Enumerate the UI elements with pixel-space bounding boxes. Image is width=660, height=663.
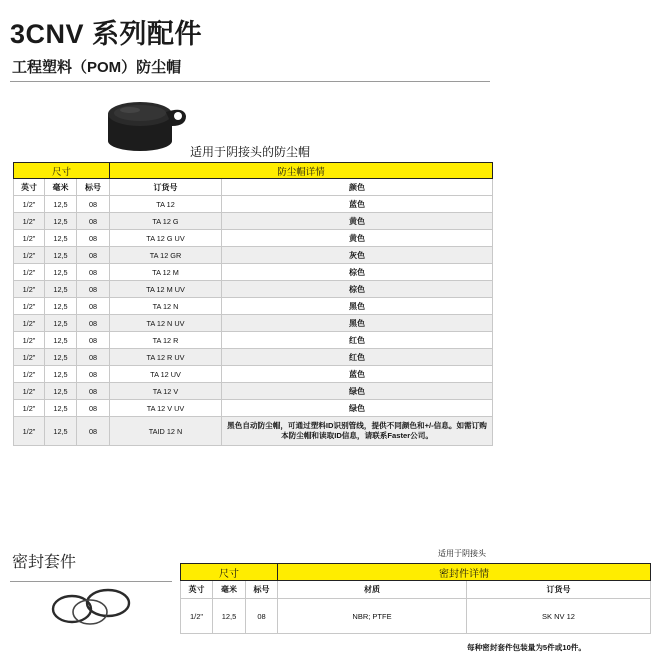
cell-mm: 12,5	[45, 332, 77, 349]
cell-code: 08	[77, 366, 110, 383]
cell-order-number: TA 12 N UV	[110, 315, 222, 332]
cell-inch: 1/2"	[14, 349, 45, 366]
column-header: 订货号	[110, 179, 222, 196]
cell-material: NBR; PTFE	[278, 599, 467, 634]
seal-kit-caption: 适用于阴接头	[438, 549, 486, 558]
cell-order-number: TA 12	[110, 196, 222, 213]
cell-order-number: TA 12 GR	[110, 247, 222, 264]
table-row	[14, 264, 493, 281]
cell-mm: 12,5	[45, 264, 77, 281]
group-header-size: 尺寸	[14, 163, 110, 179]
cell-color: 黄色	[222, 213, 493, 230]
cell-code: 08	[77, 417, 110, 446]
cell-color: 黑色	[222, 298, 493, 315]
column-header: 颜色	[222, 179, 493, 196]
cell-inch: 1/2"	[14, 298, 45, 315]
cell-order-number: TA 12 M	[110, 264, 222, 281]
cell-mm: 12,5	[45, 315, 77, 332]
column-header: 材质	[278, 581, 467, 599]
cell-code: 08	[77, 315, 110, 332]
cell-code: 08	[246, 599, 278, 634]
cell-code: 08	[77, 247, 110, 264]
cell-mm: 12,5	[45, 383, 77, 400]
group-header-size: 尺寸	[181, 564, 278, 581]
cell-code: 08	[77, 213, 110, 230]
cell-mm: 12,5	[45, 349, 77, 366]
cell-code: 08	[77, 332, 110, 349]
page-title: 3CNV 系列配件	[10, 19, 203, 49]
cell-color: 棕色	[222, 281, 493, 298]
cell-mm: 12,5	[45, 417, 77, 446]
cell-inch: 1/2"	[14, 417, 45, 446]
seal-kit-table	[180, 563, 651, 634]
table-row	[181, 599, 651, 634]
cell-color: 红色	[222, 349, 493, 366]
column-header: 订货号	[467, 581, 651, 599]
cell-inch: 1/2"	[14, 281, 45, 298]
seal-rings-image	[50, 585, 132, 627]
cell-order-number: TA 12 R UV	[110, 349, 222, 366]
cell-code: 08	[77, 264, 110, 281]
cell-inch: 1/2"	[181, 599, 213, 634]
table-row	[14, 315, 493, 332]
seal-kit-title: 密封套件	[12, 554, 77, 571]
table-row	[14, 281, 493, 298]
table-row	[14, 298, 493, 315]
table-row	[14, 213, 493, 230]
table-row	[14, 332, 493, 349]
cell-color: 黄色	[222, 230, 493, 247]
dust-cap-image	[100, 96, 190, 154]
divider	[10, 581, 172, 582]
cell-code: 08	[77, 230, 110, 247]
cell-order-number: TA 12 N	[110, 298, 222, 315]
column-header: 英寸	[181, 581, 213, 599]
cell-inch: 1/2"	[14, 400, 45, 417]
table-row	[14, 383, 493, 400]
cell-note: 黑色自动防尘帽，可通过塑料ID识别管线，提供不同颜色和+/-信息。如需订购本防尘帽和读取ID信息，请联系Faster公司。	[222, 417, 493, 446]
cell-code: 08	[77, 196, 110, 213]
column-header: 英寸	[14, 179, 45, 196]
cell-order-number: TA 12 V UV	[110, 400, 222, 417]
cell-order-number: TA 12 G	[110, 213, 222, 230]
column-header: 标号	[77, 179, 110, 196]
cell-order-number: TA 12 R	[110, 332, 222, 349]
cell-mm: 12,5	[45, 281, 77, 298]
cell-inch: 1/2"	[14, 264, 45, 281]
cell-inch: 1/2"	[14, 196, 45, 213]
cell-inch: 1/2"	[14, 332, 45, 349]
cell-inch: 1/2"	[14, 230, 45, 247]
cell-code: 08	[77, 383, 110, 400]
table-row	[14, 366, 493, 383]
cell-inch: 1/2"	[14, 213, 45, 230]
cell-inch: 1/2"	[14, 315, 45, 332]
column-header: 毫米	[45, 179, 77, 196]
cell-color: 蓝色	[222, 366, 493, 383]
cell-order-number: TAID 12 N	[110, 417, 222, 446]
table-row	[14, 230, 493, 247]
cell-mm: 12,5	[45, 213, 77, 230]
cell-mm: 12,5	[45, 366, 77, 383]
table-row	[14, 400, 493, 417]
cell-order-number: SK NV 12	[467, 599, 651, 634]
table-row	[14, 417, 493, 446]
cell-color: 棕色	[222, 264, 493, 281]
cell-mm: 12,5	[45, 247, 77, 264]
seal-kit-note: 每种密封套件包装量为5件或10件。	[467, 643, 586, 652]
cell-mm: 12,5	[45, 196, 77, 213]
cell-mm: 12,5	[45, 230, 77, 247]
cell-order-number: TA 12 G UV	[110, 230, 222, 247]
cell-order-number: TA 12 M UV	[110, 281, 222, 298]
table-row	[14, 349, 493, 366]
cell-color: 绿色	[222, 383, 493, 400]
cell-color: 灰色	[222, 247, 493, 264]
column-header: 毫米	[213, 581, 246, 599]
cell-mm: 12,5	[45, 298, 77, 315]
cell-code: 08	[77, 400, 110, 417]
column-header: 标号	[246, 581, 278, 599]
cell-code: 08	[77, 281, 110, 298]
cell-order-number: TA 12 UV	[110, 366, 222, 383]
cell-mm: 12,5	[213, 599, 246, 634]
dust-cap-caption: 适用于阴接头的防尘帽	[190, 145, 311, 159]
cell-mm: 12,5	[45, 400, 77, 417]
cell-inch: 1/2"	[14, 366, 45, 383]
cell-inch: 1/2"	[14, 247, 45, 264]
group-header-details: 密封件详情	[278, 564, 651, 581]
cell-order-number: TA 12 V	[110, 383, 222, 400]
table-row	[14, 196, 493, 213]
cell-color: 黑色	[222, 315, 493, 332]
cell-color: 绿色	[222, 400, 493, 417]
cell-color: 红色	[222, 332, 493, 349]
cell-inch: 1/2"	[14, 383, 45, 400]
table-row	[14, 247, 493, 264]
cell-code: 08	[77, 349, 110, 366]
cell-color: 蓝色	[222, 196, 493, 213]
section-subtitle: 工程塑料（POM）防尘帽	[12, 59, 182, 76]
group-header-details: 防尘帽详情	[110, 163, 493, 179]
divider	[10, 81, 490, 82]
dust-cap-table	[13, 162, 493, 446]
cell-code: 08	[77, 298, 110, 315]
